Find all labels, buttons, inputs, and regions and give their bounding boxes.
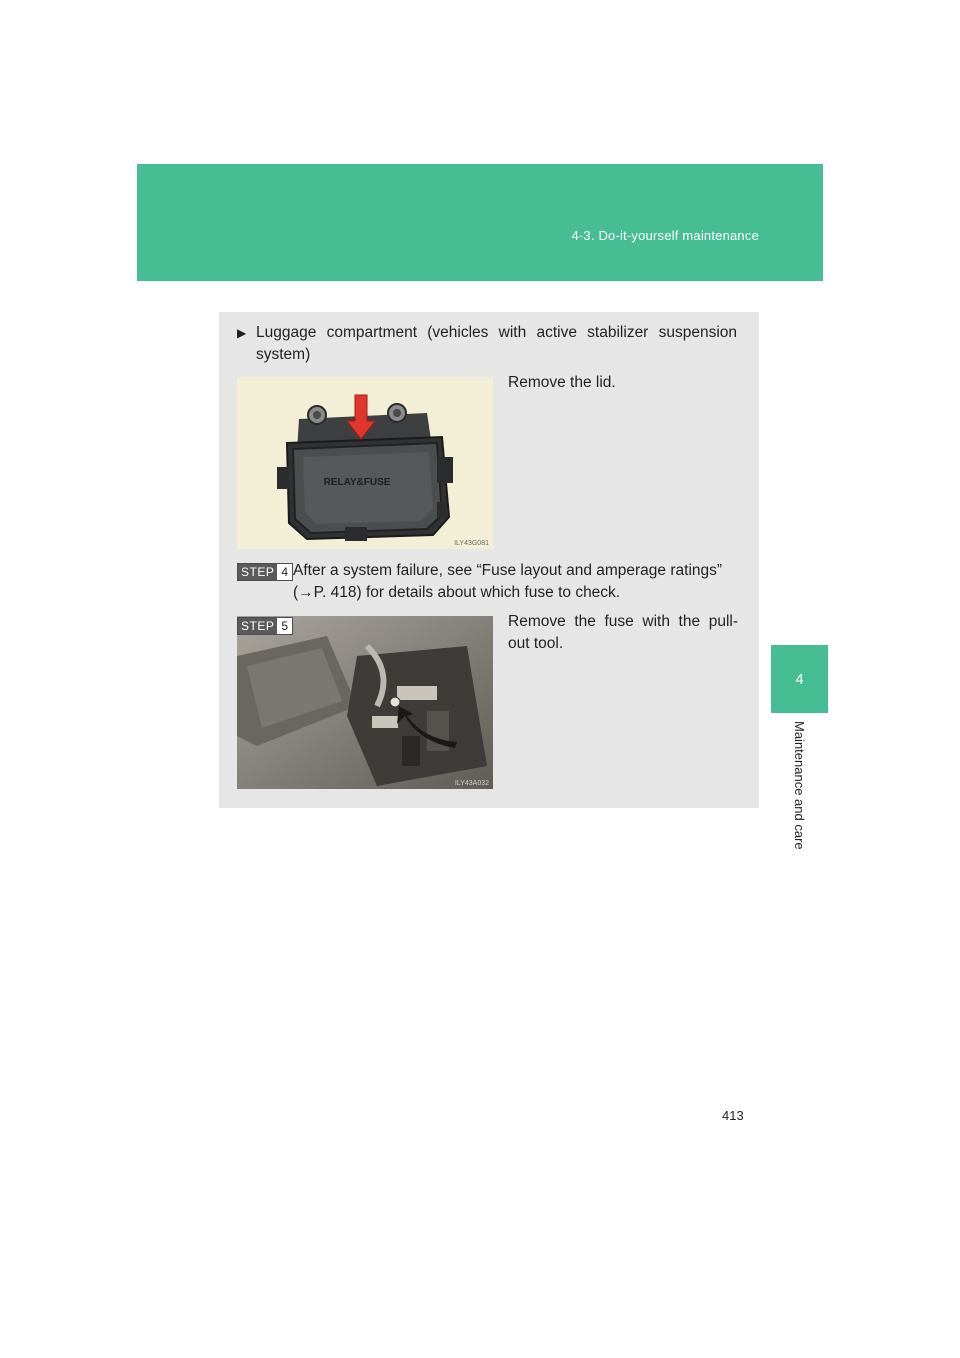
header-band xyxy=(137,164,823,281)
bullet-text: Luggage compartment (vehicles with active stabilizer suspension system) xyxy=(256,324,737,363)
step-4-text-line2: (→P. 418) for details about which fuse to check. xyxy=(293,584,621,601)
bullet-heading xyxy=(237,322,737,366)
relay-fuse-box-illustration xyxy=(237,377,493,549)
step-5-badge xyxy=(237,617,293,635)
photo2-code: ILY43A032 xyxy=(454,780,489,787)
photo1-code: ILY43G081 xyxy=(454,540,489,547)
step-4-text-line1: After a system failure, see “Fuse layout and amperage ratings” xyxy=(293,562,723,579)
chapter-number: 4 xyxy=(795,670,804,688)
step-label: STEP xyxy=(238,618,277,634)
section-title: 4-3. Do-it-yourself maintenance xyxy=(571,228,759,243)
step-number: 5 xyxy=(277,618,292,634)
caption-remove-fuse: Remove the fuse with the pull-out tool. xyxy=(508,613,738,652)
step-4-text xyxy=(293,560,743,604)
page-number: 413 xyxy=(722,1108,744,1123)
step-label: STEP xyxy=(238,564,277,580)
caption-remove-lid: Remove the lid. xyxy=(508,374,616,391)
relay-fuse-box-drawing xyxy=(237,377,493,549)
chapter-label: Maintenance and care xyxy=(792,721,807,850)
fuse-removal-drawing xyxy=(237,616,493,789)
relay-fuse-label: RELAY&FUSE xyxy=(323,477,391,488)
step-4-badge xyxy=(237,563,293,581)
right-triangle-bullet-icon: ▶ xyxy=(237,326,247,340)
content-box xyxy=(219,312,759,808)
chapter-label-container xyxy=(771,715,828,875)
chapter-tab xyxy=(771,645,828,713)
fuse-removal-photo xyxy=(237,616,493,789)
step-number: 4 xyxy=(277,564,292,580)
